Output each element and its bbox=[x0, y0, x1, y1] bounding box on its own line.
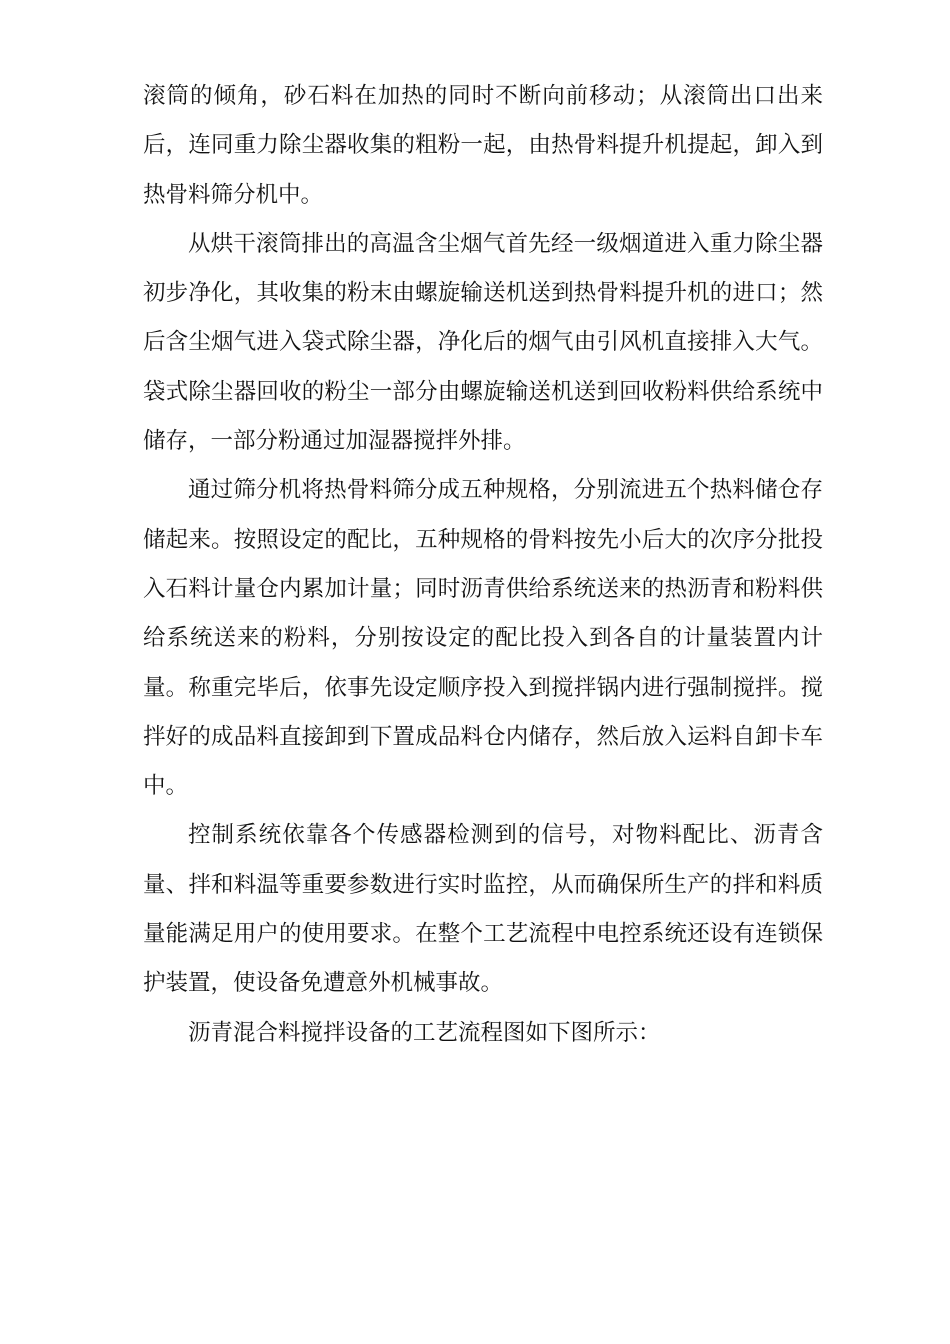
paragraph-dust-removal: 从烘干滚筒排出的高温含尘烟气首先经一级烟道进入重力除尘器初步净化，其收集的粉末由螺旋输送机送到热骨料提升机的进口；然后含尘烟气进入袋式除尘器，净化后的烟气由引风机直接排入大气。袋式除尘器回收的粉尘一部分由螺旋输送机送到回收粉料供给系统中储存，一部分粉通过加湿器搅拌外排。 bbox=[143, 230, 823, 455]
paragraph-control-system: 控制系统依靠各个传感器检测到的信号，对物料配比、沥青含量、拌和料温等重要参数进行实时监控，从而确保所生产的拌和料质量能满足用户的使用要求。在整个工艺流程中电控系统还设有连锁保护装置，使设备免遭意外机械事故。 bbox=[143, 822, 823, 997]
paragraph-continuation: 滚筒的倾角，砂石料在加热的同时不断向前移动；从滚筒出口出来后，连同重力除尘器收集的粗粉一起，由热骨料提升机提起，卸入到热骨料筛分机中。 bbox=[143, 83, 823, 208]
paragraph-flowchart-intro: 沥青混合料搅拌设备的工艺流程图如下图所示： bbox=[188, 1019, 661, 1046]
document-body bbox=[143, 72, 823, 1058]
paragraph-screening-weighing: 通过筛分机将热骨料筛分成五种规格，分别流进五个热料储仓存储起来。按照设定的配比，五种规格的骨料按先小后大的次序分批投入石料计量仓内累加计量；同时沥青供给系统送来的热沥青和粉料供给系统送来的粉料，分别按设定的配比投入到各自的计量装置内计量。称重完毕后，依事先设定顺序投入到搅拌锅内进行强制搅拌。搅拌好的成品料直接卸到下置成品料仓内储存，然后放入运料自卸卡车中。 bbox=[143, 477, 823, 800]
